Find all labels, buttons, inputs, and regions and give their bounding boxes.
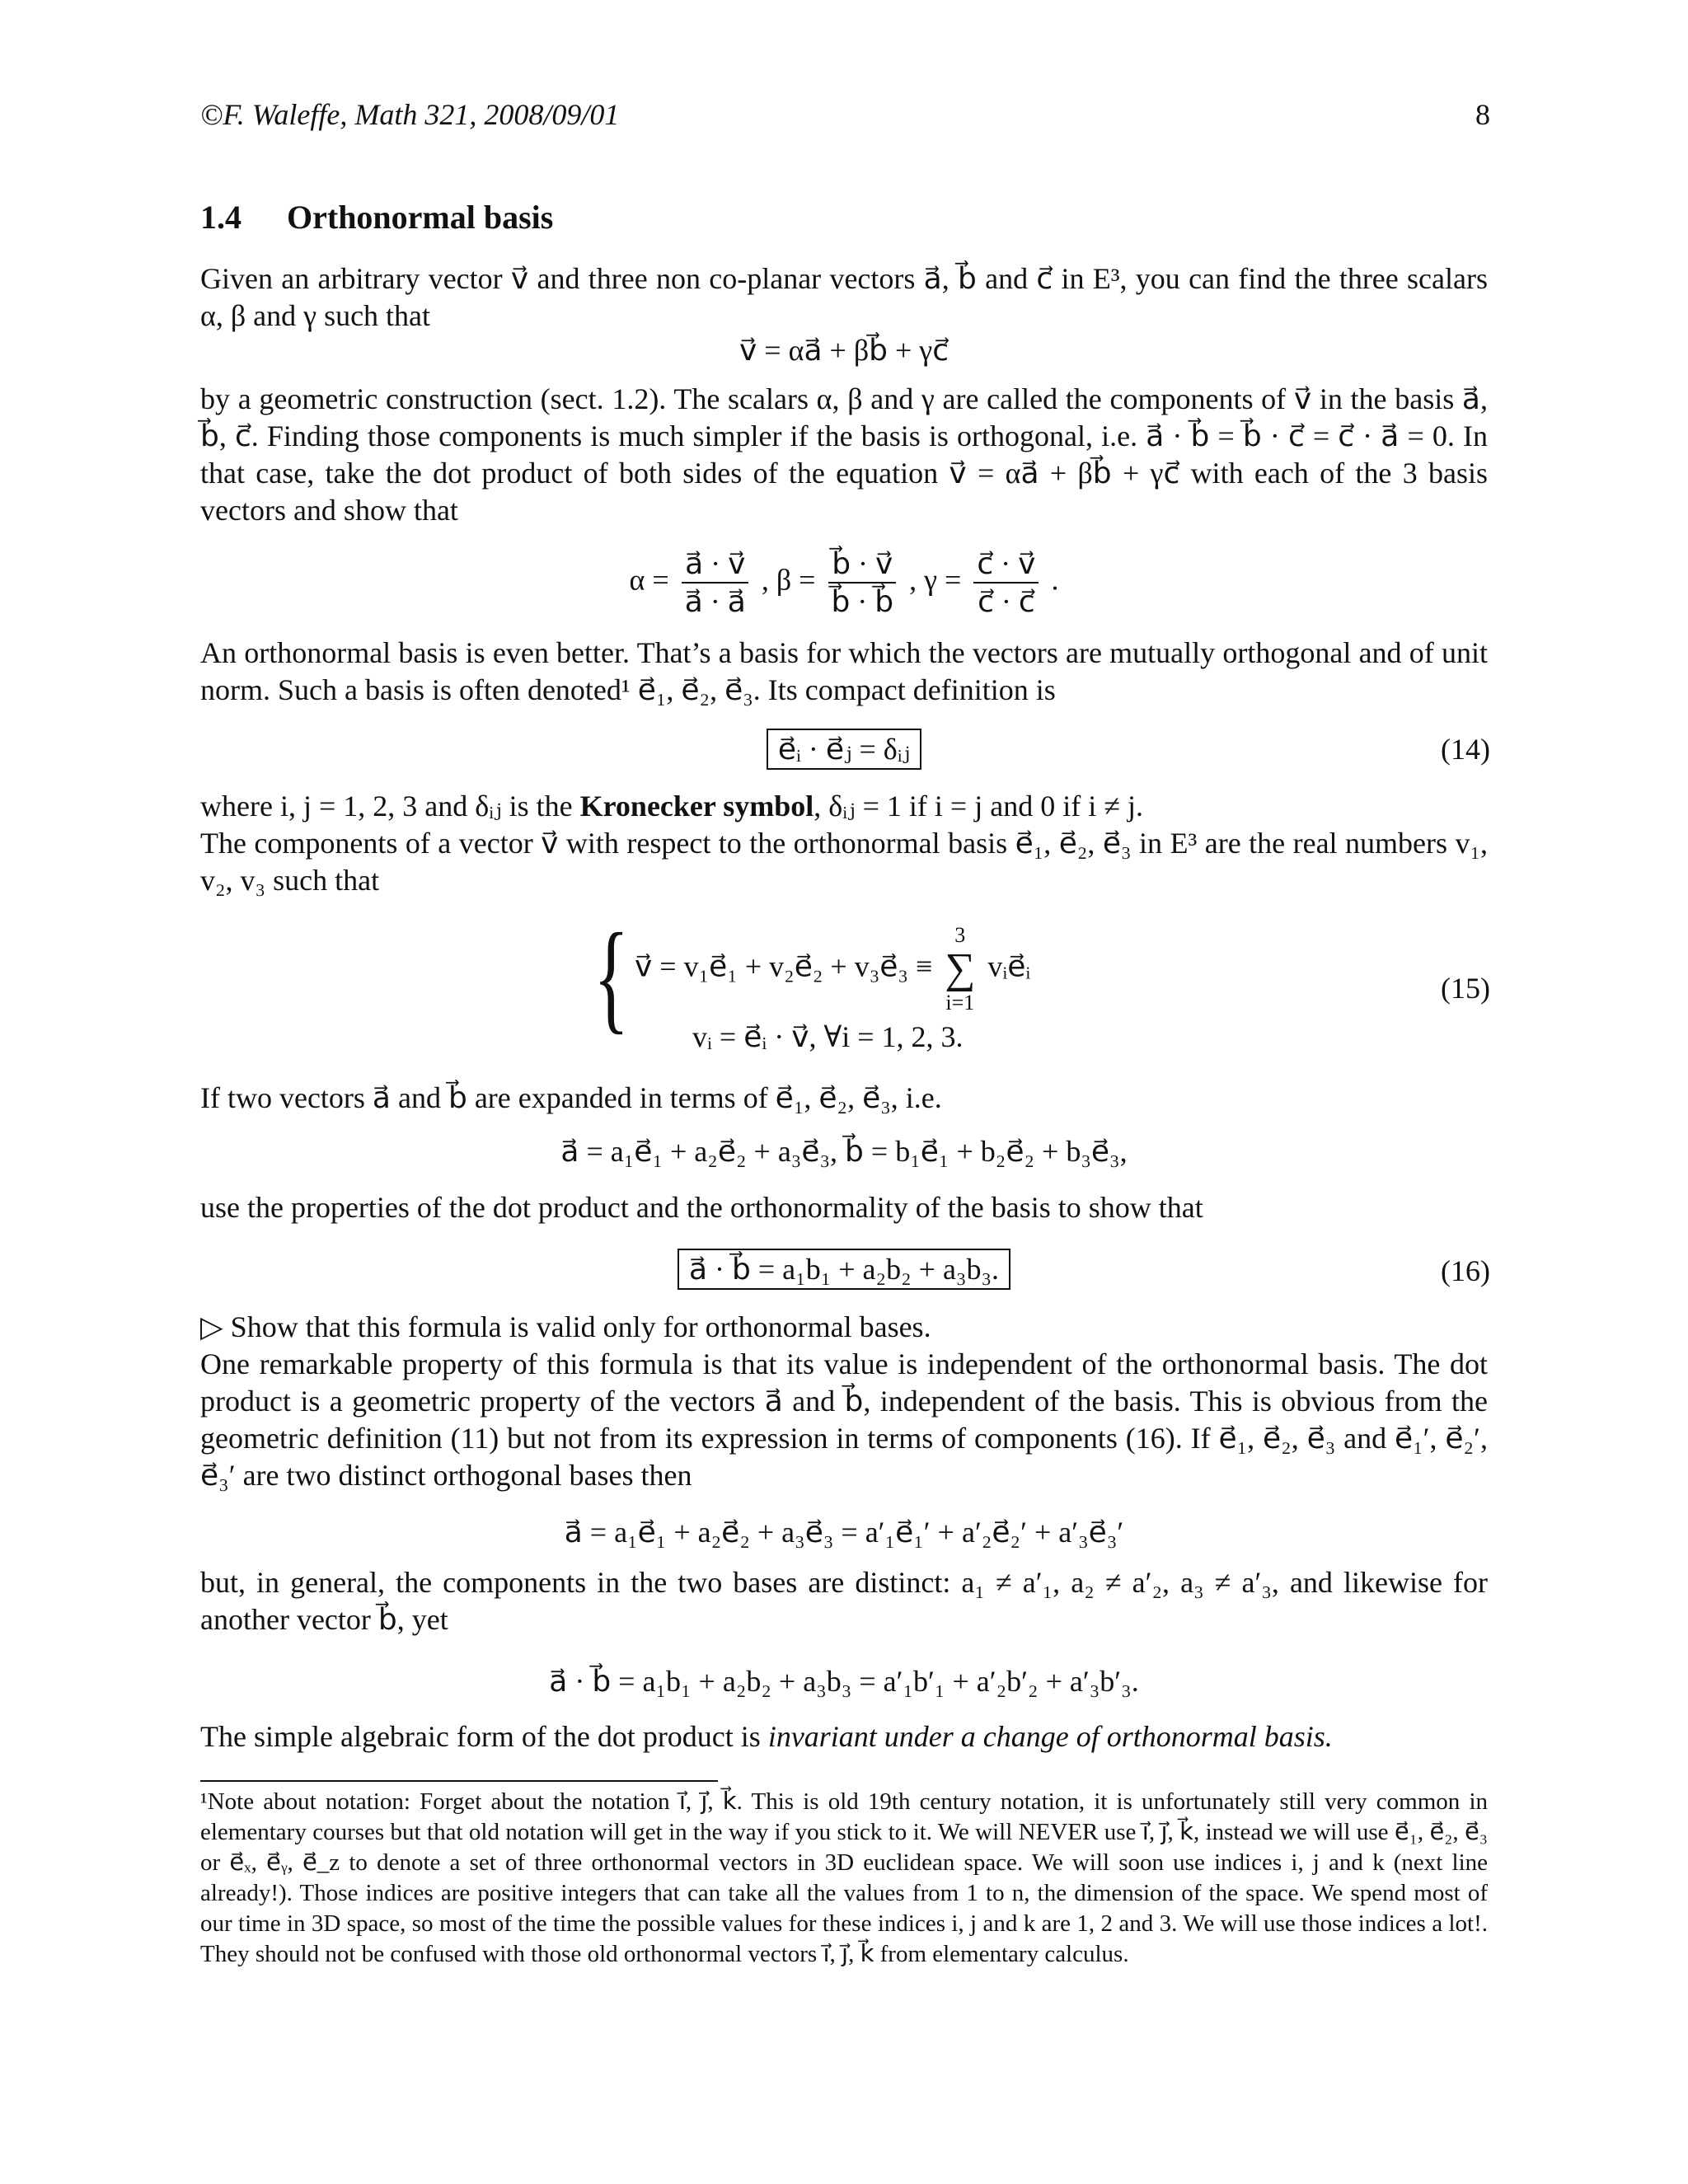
equation-vector-decomposition [200,333,1488,368]
equation-16 [200,1249,1488,1290]
paragraph-invariance: One remarkable property of this formula is that its value is independent of the orthonormal basis. The dot product is a geometric property of the vectors a⃗ and b⃗, independent of the basis. This is obvious from the geometric definition (11) but not from its expression in terms of components (16). If e⃗₁, e⃗₂, e⃗₃ and e⃗₁′, e⃗₂′, e⃗₃′ are two distinct orthogonal bases then [200,1347,1488,1492]
alpha-fraction [682,546,749,620]
sum-symbol: ∑ [945,945,976,992]
paragraph-intro: Given an arbitrary vector v⃗ and three non co-planar vectors a⃗, b⃗ and c⃗ in E³, you can find the three scalars α, β and γ such that [200,262,1488,332]
running-header: ©F. Waleffe, Math 321, 2008/09/01 [200,98,620,131]
paragraph-expanded: If two vectors a⃗ and b⃗ are expanded in terms of e⃗₁, e⃗₂, e⃗₃, i.e. [200,1081,942,1114]
left-brace: { [593,908,630,1045]
boxed-formula: e⃗ᵢ · e⃗ⱼ = δᵢⱼ [767,729,921,770]
equation-number-14: (14) [1441,733,1490,766]
equation-15-line1 [635,923,1030,1015]
boxed-dot-product: a⃗ · b⃗ = a₁b₁ + a₂b₂ + a₃b₃. [678,1249,1010,1290]
summation [945,923,975,1015]
equation-text: v⃗ = αa⃗ + βb⃗ + γc⃗ [738,334,949,367]
kronecker-term: Kronecker symbol [579,790,814,823]
equation-basis-change: a⃗ = a₁e⃗₁ + a₂e⃗₂ + a₃e⃗₃ = a′₁e⃗₁′ + a′₂e⃗₂′ + a′₃e⃗₃′ [564,1516,1124,1549]
page-number: 8 [1475,98,1490,131]
paragraph-components: by a geometric construction (sect. 1.2). The scalars α, β and γ are called the components of v⃗ in the basis a⃗, b⃗, c⃗. Finding those components is much simpler if the basis is orthogonal, i.e. a⃗ · b⃗ = b⃗ · c⃗ = c⃗ · a⃗ = 0. In that case, take the dot product of both sides of the equation v⃗ = αa⃗ + βb⃗ + γc⃗ with each of the 3 basis vectors and show that [200,382,1488,527]
alpha-denominator: a⃗ · a⃗ [684,585,746,618]
footnote: ¹Note about notation: Forget about the notation ı⃗, ȷ⃗, k⃗. This is old 19th century notation, it is unfortunately still very common in elementary courses but that old notation will get in the way if you stick to it. We will NEVER use ı⃗, ȷ⃗, k⃗, instead we will use e⃗₁, e⃗₂, e⃗₃ or e⃗ₓ, e⃗ᵧ, e⃗_z to denote a set of three orthonormal vectors in 3D euclidean space. We will soon use indices i, j and k (next line already!). Those indices are positive integers that can take all the values from 1 to n, the dimension of the space. We spend most of our time in 3D space, so most of the time the possible values for these indices i, j and k are 1, 2 and 3. We will use those indices a lot!. They should not be confused with those old orthonormal vectors ı⃗, ȷ⃗, k⃗ from elementary calculus. [200,1788,1488,1967]
beta-lhs: , β = [761,563,816,597]
equation-component-fractions [200,546,1488,628]
paragraph-conclusion [200,1718,1488,1755]
sum-term: vᵢe⃗ᵢ [987,949,1031,983]
gamma-fraction [973,546,1039,620]
gamma-denominator: c⃗ · c⃗ [978,585,1035,618]
section-number: 1.4 [200,199,241,236]
eq15-expansion: v⃗ = v₁e⃗₁ + v₂e⃗₂ + v₃e⃗₃ ≡ [635,949,933,983]
section-heading [200,198,553,237]
equation-invariant-dot: a⃗ · b⃗ = a₁b₁ + a₂b₂ + a₃b₃ = a′₁b′₁ + a′₂b′₂ + a′₃b′₃. [549,1665,1139,1698]
beta-numerator: b⃗ · v⃗ [828,546,896,583]
section-title: Orthonormal basis [287,199,554,236]
beta-fraction [828,546,897,620]
equation-end: . [1051,563,1059,597]
equation-number-16: (16) [1441,1254,1490,1287]
kronecker-text-c: , δᵢⱼ = 1 if i = j and 0 if i ≠ j. [814,790,1143,823]
paragraph-components-distinct: but, in general, the components in the two bases are distinct: a₁ ≠ a′₁, a₂ ≠ a′₂, a₃ ≠ a′₃, and likewise for another vector b⃗, yet [200,1566,1488,1636]
conclusion-emphasis: invariant under a change of orthonormal basis. [767,1720,1333,1753]
paragraph-show-dot: use the properties of the dot product and the orthonormality of the basis to show that [200,1191,1203,1224]
alpha-numerator: a⃗ · v⃗ [682,546,748,583]
beta-denominator: b⃗ · b⃗ [831,585,894,618]
exercise-orthonormal-only: ▷ Show that this formula is valid only for orthonormal bases. [200,1310,931,1343]
conclusion-text: The simple algebraic form of the dot product is [200,1720,768,1753]
paragraph-vector-components: The components of a vector v⃗ with respect to the orthonormal basis e⃗₁, e⃗₂, e⃗₃ in E³ are the real numbers v₁, v₂, v₃ such that [200,827,1488,897]
sum-lower-limit: i=1 [945,991,975,1015]
sum-upper-limit: 3 [954,923,966,947]
equation-15-line2: vᵢ = e⃗ᵢ · v⃗, ∀i = 1, 2, 3. [692,1020,964,1053]
kronecker-text-a: where i, j = 1, 2, 3 and δᵢⱼ is the [200,790,573,823]
equation-expansion: a⃗ = a₁e⃗₁ + a₂e⃗₂ + a₃e⃗₃, b⃗ = b₁e⃗₁ + b₂e⃗₂ + b₃e⃗₃, [560,1135,1128,1168]
gamma-numerator: c⃗ · v⃗ [973,546,1039,583]
paragraph-kronecker [200,788,1488,825]
equation-14 [200,729,1488,770]
footnote-rule [200,1780,718,1782]
alpha-lhs: α = [629,563,669,597]
paragraph-orthonormal: An orthonormal basis is even better. That’s a basis for which the vectors are mutually orthogonal and of unit norm. Such a basis is often denoted¹ e⃗₁, e⃗₂, e⃗₃. Its compact definition is [200,636,1488,706]
equation-number-15: (15) [1441,972,1490,1005]
gamma-lhs: , γ = [909,563,962,597]
